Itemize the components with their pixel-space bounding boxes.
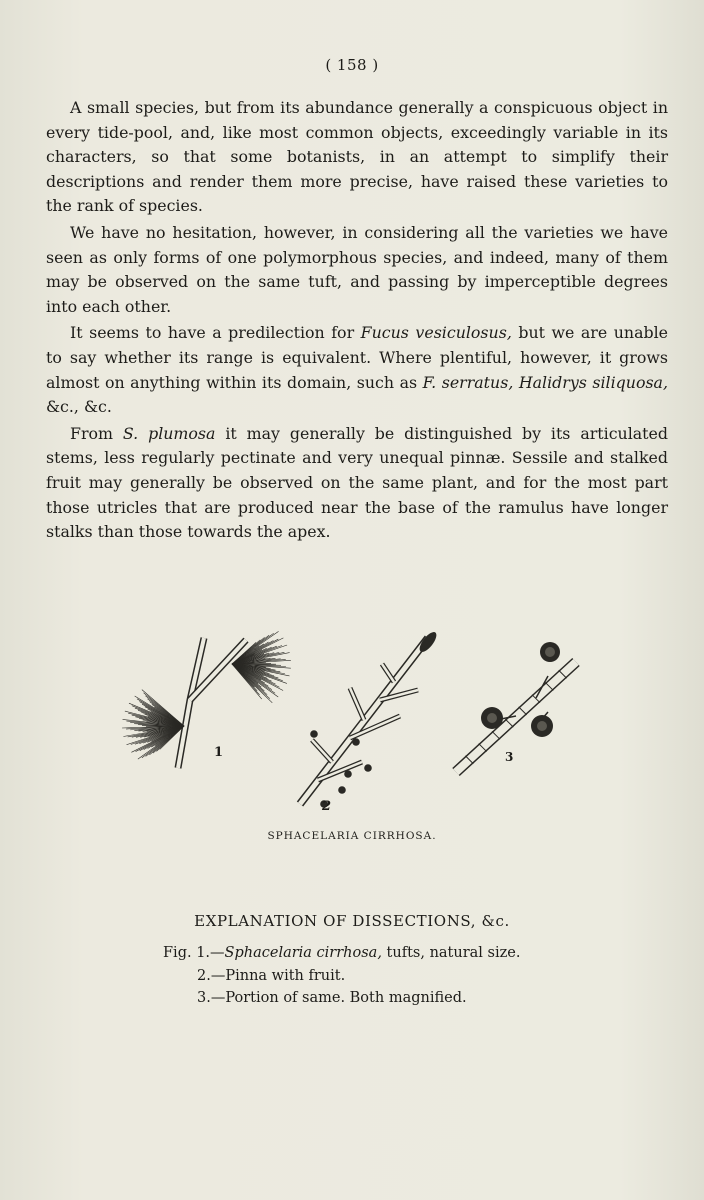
- explanation-item: [163, 965, 643, 988]
- body-text: [46, 96, 668, 547]
- paragraph: [46, 422, 668, 545]
- paragraph: [46, 321, 668, 419]
- item-number: 1.: [196, 945, 211, 961]
- figure-2-pinna: [300, 629, 439, 807]
- explanation-list: [163, 942, 643, 1010]
- item-dash: —: [210, 990, 226, 1006]
- item-number: 3.: [197, 990, 211, 1006]
- item-text: Portion of same. Both magnified.: [225, 990, 467, 1006]
- text-run: A small species, but from its abundance generally a conspicuous object in every tide-pool, and, like most common objects, exceedingly variable in its characters, so that some botanists, in an attempt to simplify their descriptions and render them more precise, have raised these varieties to the rank of species.: [46, 98, 668, 216]
- text-run: it may generally be distinguished by its articulated stems, less regularly pectinate and very unequal pinnæ. Sessile and stalked fruit may generally be observed on the same plant, and for the most part those utricles that are produced near the base of the ramulus have longer stalks than those towards the apex.: [46, 423, 668, 542]
- item-dash: —: [210, 945, 225, 961]
- figure-1-tufts: [122, 631, 291, 768]
- figure-label-1: 1: [214, 745, 224, 760]
- text-run: &c., &c.: [46, 397, 112, 417]
- figure-label-3: 3: [505, 750, 514, 764]
- item-text: Pinna with fruit.: [225, 967, 346, 984]
- explanation-item: [163, 942, 643, 965]
- italic-text: Fucus vesiculosus,: [360, 323, 512, 343]
- text-run: but we are unable to say whether its range is equivalent. Where plentiful, however, it grows almost on anything within its domain, such as: [46, 323, 668, 392]
- paragraph: [46, 96, 668, 219]
- figure-label-2: 2: [322, 799, 332, 814]
- explanation-item: [163, 987, 643, 1010]
- italic-text: F. serratus, Halidrys siliquosa,: [422, 372, 668, 392]
- text-run: It seems to have a predilection for: [70, 323, 361, 343]
- item-italic: Sphacelaria cirrhosa,: [224, 945, 382, 961]
- explanation-heading: EXPLANATION OF DISSECTIONS, &c.: [194, 912, 510, 930]
- text-run: From: [70, 423, 123, 443]
- figure-caption: SPHACELARIA CIRRHOSA.: [267, 830, 437, 842]
- text-run: We have no hesitation, however, in considering all the varieties we have seen as only forms of one polymorphous species, and indeed, many of them may be observed on the same tuft, and passing by imperceptible degrees into each other.: [46, 222, 668, 316]
- sphacelaria-illustration: [118, 628, 598, 818]
- paragraph: [46, 221, 668, 319]
- fig-prefix: Fig.: [163, 945, 197, 961]
- item-number: 2.: [197, 967, 211, 984]
- item-text: tufts, natural size.: [381, 945, 521, 961]
- italic-text: S. plumosa: [122, 423, 216, 443]
- item-dash: —: [210, 967, 226, 984]
- figure-3-portion: [456, 642, 576, 772]
- illustration-figure: [118, 628, 598, 818]
- page-number: ( 158 ): [325, 56, 379, 74]
